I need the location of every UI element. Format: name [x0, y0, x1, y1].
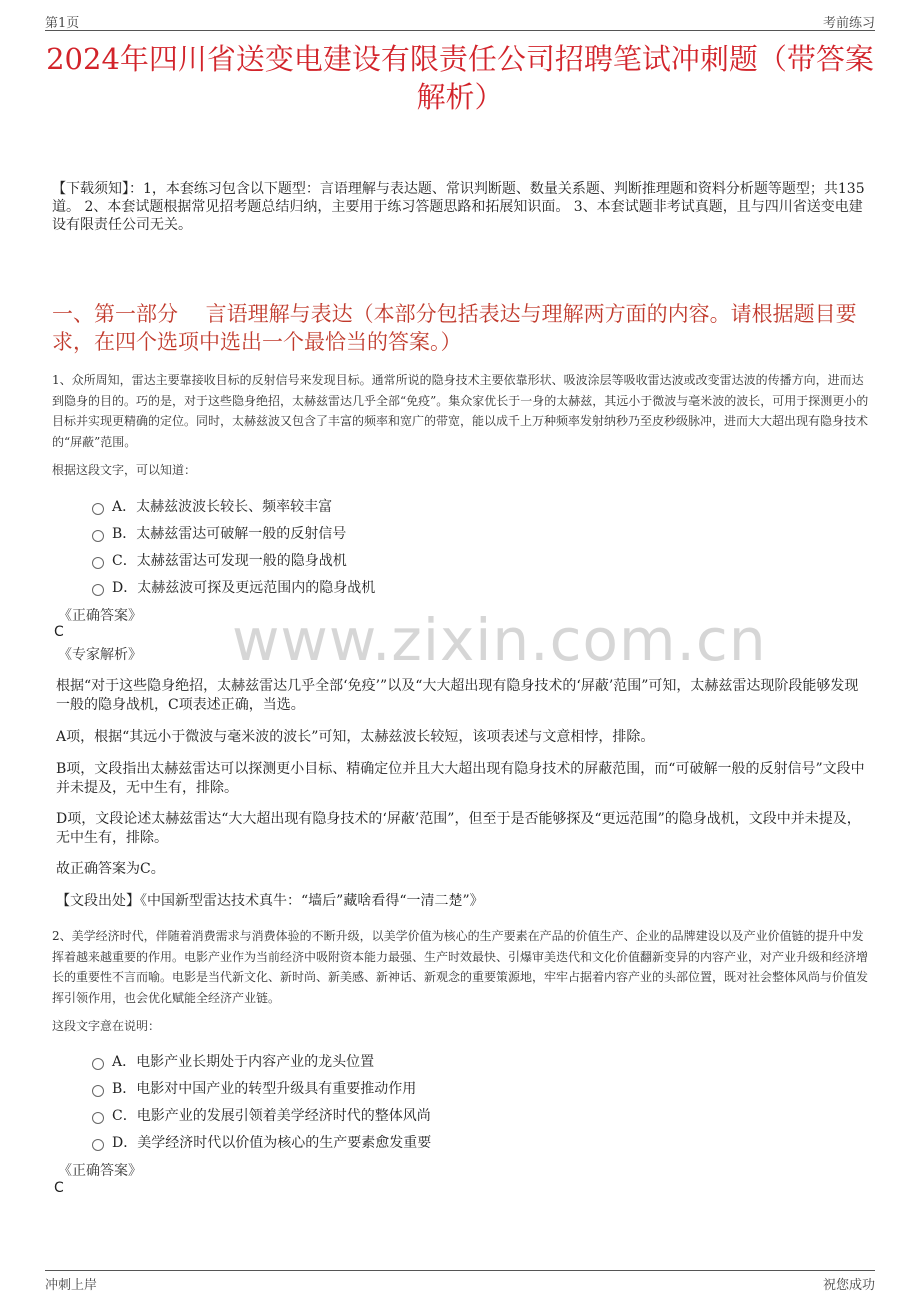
q2-option-a[interactable] — [92, 1047, 431, 1074]
q1-analysis-label: 《专家解析》 — [58, 647, 142, 663]
radio-icon[interactable] — [92, 1058, 104, 1070]
q1-passage: 1、众所周知，雷达主要靠接收目标的反射信号来发现目标。通常所说的隐身技术主要依靠形状、吸波涂层等吸收雷达波或改变雷达波的传播方向，进而达到隐身的目的。巧的是，对于这些隐身绝招，太赫兹雷达几乎全部“免疫”。集众家优长于一身的太赫兹，其远小于微波与毫米波的波长，可用于探测更小的目标并实现更精确的定位。同时，太赫兹波又包含了丰富的频率和宽广的带宽，能以成千上万种频率发射纳秒乃至皮秒级脉冲，进而大大超出现有隐身技术的“屏蔽”范围。 — [52, 373, 869, 449]
watermark: www.zixin.com.cn — [232, 606, 767, 674]
q1-option-b[interactable] — [92, 519, 375, 546]
download-notice: 【下载须知】：1，本套练习包含以下题型：言语理解与表达题、常识判断题、数量关系题、判断推理题和资料分析题等题型；共135道。 2、本套试题根据常见招考题总结归纳，主要用于练习答题思路和拓展知识面。 3、本套试题非考试真题，且与四川省送变电建设有限责任公司无关。 — [52, 181, 865, 233]
q2-option-b[interactable] — [92, 1074, 431, 1101]
q1-lead: 根据这段文字，可以知道： — [52, 463, 197, 477]
q2-answer: C — [54, 1180, 64, 1196]
radio-icon[interactable] — [92, 1139, 104, 1151]
option-label: A．太赫兹波波长较长、频率较丰富 — [112, 498, 333, 515]
q1-options — [92, 492, 375, 600]
q2-option-d[interactable] — [92, 1128, 431, 1155]
option-label: A．电影产业长期处于内容产业的龙头位置 — [112, 1053, 375, 1070]
footer-right: 祝您成功 — [822, 1278, 875, 1293]
q1-option-c[interactable] — [92, 546, 375, 573]
q1-option-a[interactable] — [92, 492, 375, 519]
option-label: C．电影产业的发展引领着美学经济时代的整体风尚 — [112, 1107, 431, 1124]
q1-option-d[interactable] — [92, 573, 375, 600]
q2-option-c[interactable] — [92, 1101, 431, 1128]
q1-answer-label: 《正确答案》 — [58, 608, 142, 624]
q1-analysis-para: B项，文段指出太赫兹雷达可以探测更小目标、精确定位并且大大超出现有隐身技术的屏蔽范围，而“可破解一般的反射信号”文段中并未提及，无中生有，排除。 — [56, 761, 865, 796]
q1-analysis-para: 根据“对于这些隐身绝招，太赫兹雷达几乎全部‘免疫’”以及“大大超出现有隐身技术的‘屏蔽’范围”可知，太赫兹雷达现阶段能够发现一般的隐身战机，C项表述正确，当选。 — [56, 678, 859, 713]
q2-lead: 这段文字意在说明： — [52, 1019, 161, 1033]
page-number: 第1页 — [45, 16, 80, 31]
option-label: B．电影对中国产业的转型升级具有重要推动作用 — [112, 1080, 417, 1097]
section-title: 一、第一部分 言语理解与表达（本部分包括表达与理解两方面的内容。请根据题目要求，在四个选项中选出一个最恰当的答案。） — [52, 302, 857, 354]
q1-source: 【文段出处】《中国新型雷达技术真牛：“墙后”藏啥看得“一清二楚”》 — [56, 893, 484, 909]
radio-icon[interactable] — [92, 557, 104, 569]
option-label: C．太赫兹雷达可发现一般的隐身战机 — [112, 552, 347, 569]
q1-analysis-para: 故正确答案为C。 — [56, 861, 165, 877]
radio-icon[interactable] — [92, 584, 104, 596]
q1-analysis-para: A项，根据“其远小于微波与毫米波的波长”可知，太赫兹波长较短，该项表述与文意相悖，排除。 — [56, 729, 655, 745]
footer-left: 冲刺上岸 — [45, 1278, 98, 1293]
q1-analysis-para: D项，文段论述太赫兹雷达“大大超出现有隐身技术的‘屏蔽’范围”，但至于是否能够探及“更远范围”的隐身战机，文段中并未提及，无中生有，排除。 — [56, 811, 861, 846]
q2-options — [92, 1047, 431, 1155]
page-header — [45, 10, 875, 31]
option-label: D．美学经济时代以价值为核心的生产要素愈发重要 — [112, 1134, 432, 1151]
q2-answer-label: 《正确答案》 — [58, 1163, 142, 1179]
page-footer — [45, 1270, 875, 1293]
document-title: 2024年四川省送变电建设有限责任公司招聘笔试冲刺题（带答案解析） — [46, 42, 874, 114]
header-right-label: 考前练习 — [822, 16, 875, 31]
q1-answer: C — [54, 624, 64, 640]
option-label: D．太赫兹波可探及更远范围内的隐身战机 — [112, 579, 376, 596]
radio-icon[interactable] — [92, 1112, 104, 1124]
q2-passage: 2、美学经济时代，伴随着消费需求与消费体验的不断升级，以美学价值为核心的生产要素在产品的价值生产、企业的品牌建设以及产业价值链的提升中发挥着越来越重要的作用。电影产业作为当前经济中吸附资本能力最强、生产时效最快、引爆审美迭代和文化价值翻新变异的内容产业，对产业升级和经济增长的重要性不言而喻。电影是当代新文化、新时尚、新美感、新神话、新观念的重要策源地，牢牢占据着内容产业的头部位置，既对社会整体风尚与价值发挥引领作用，也会优化赋能全经济产业链。 — [52, 929, 869, 1005]
radio-icon[interactable] — [92, 503, 104, 515]
radio-icon[interactable] — [92, 530, 104, 542]
radio-icon[interactable] — [92, 1085, 104, 1097]
option-label: B．太赫兹雷达可破解一般的反射信号 — [112, 525, 347, 542]
